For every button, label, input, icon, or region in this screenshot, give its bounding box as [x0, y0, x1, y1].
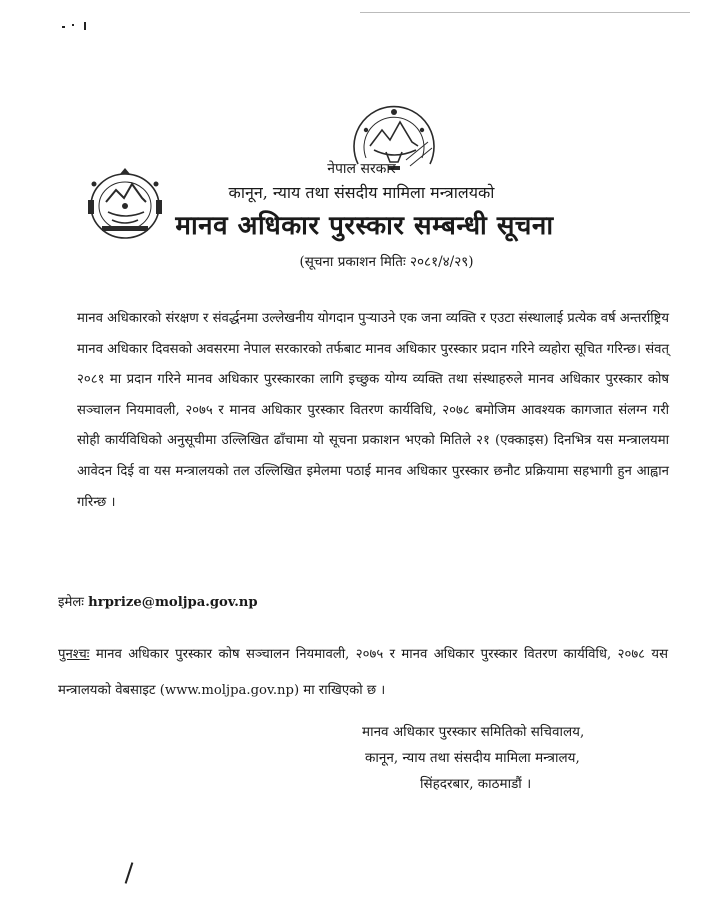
- signature-block: [362, 719, 622, 797]
- signature-line-address: सिंहदरबार, काठमाडौं ।: [420, 776, 532, 792]
- scan-border-line: [360, 12, 690, 13]
- email-address[interactable]: hrprize@moljpa.gov.np: [88, 595, 258, 610]
- scan-speck: [72, 24, 74, 26]
- signature-line-ministry: कानून, न्याय तथा संसदीय मामिला मन्त्रालय,: [365, 750, 580, 766]
- notice-body: मानव अधिकारको संरक्षण र संवर्द्धनमा उल्लेखनीय योगदान पुऱ्याउने एक जना व्यक्ति र एउटा संस्थालाई प्रत्येक वर्ष अन्तर्राष्ट्रिय मानव अधिकार दिवसको अवसरमा नेपाल सरकारको तर्फबाट मानव अधिकार पुरस्कार प्रदान गरिने व्यहोरा सूचित गरिन्छ। संवत् २०८१ मा प्रदान गरिने मानव अधिकार पुरस्कारका लागि इच्छुक योग्य व्यक्ति तथा संस्थाहरुले मानव अधिकार पुरस्कार कोष सञ्चालन नियमावली, २०७५ र मानव अधिकार पुरस्कार वितरण कार्यविधि, २०७८ बमोजिम आवश्यक कागजात संलग्न गरी सोही कार्यविधिको अनुसूचीमा उल्लिखित ढाँचामा यो सूचना प्रकाशन भएको मितिले २१ (एक्काइस) दिनभित्र यस मन्त्रालयमा आवेदन दिई वा यस मन्त्रालयको तल उल्लिखित इमेलमा पठाई मानव अधिकार पुरस्कार छनौट प्रक्रियामा सहभागी हुन आह्वान गरिन्छ ।: [77, 311, 669, 510]
- publication-date: (सूचना प्रकाशन मितिः २०८१/४/२९): [299, 254, 474, 270]
- government-name: नेपाल सरकार: [327, 161, 396, 177]
- email-line: [58, 592, 258, 610]
- ministry-name: कानून, न्याय तथा संसदीय मामिला मन्त्रालयको: [228, 183, 495, 202]
- email-label: इमेलः: [58, 595, 84, 610]
- postscript-label: पुनश्चः: [58, 647, 90, 662]
- scan-speck: [84, 22, 86, 30]
- scan-speck: [62, 26, 65, 28]
- postscript-text: मानव अधिकार पुरस्कार कोष सञ्चालन नियमावली, २०७५ र मानव अधिकार पुरस्कार वितरण कार्यविधि, २०७८ यस मन्त्रालयको वेबसाइट (www.moljpa.gov.np) मा राखिएको छ ।: [58, 647, 668, 698]
- postscript: [58, 637, 668, 709]
- signature-line-secretariat: मानव अधिकार पुरस्कार समितिको सचिवालय,: [362, 724, 585, 740]
- scan-stroke: [125, 862, 134, 884]
- notice-title: मानव अधिकार पुरस्कार सम्बन्धी सूचना: [175, 211, 554, 241]
